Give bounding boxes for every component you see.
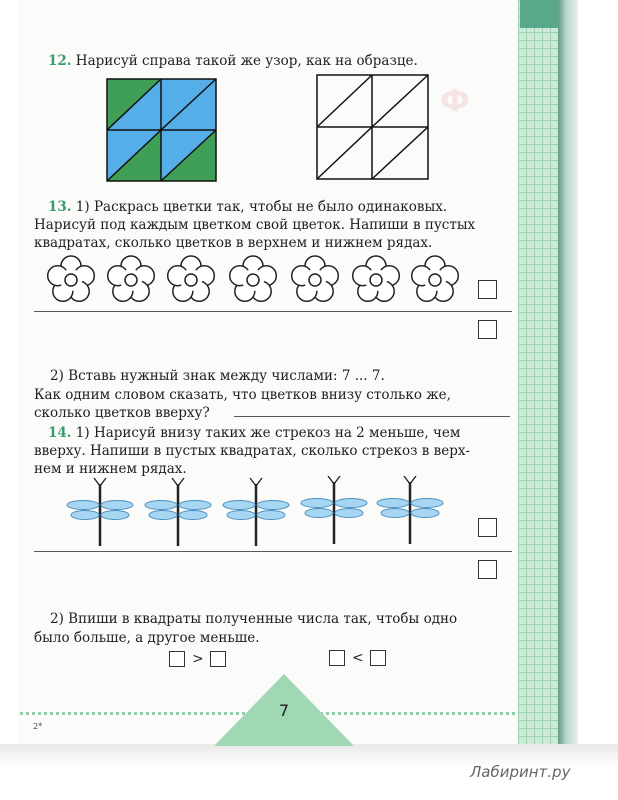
exercise-number: 13. xyxy=(48,199,72,215)
exercise-text: Нарисуй справа такой же узор, как на образце. xyxy=(75,53,418,69)
exercise-number: 12. xyxy=(48,53,72,69)
answer-box-bottom-dragonflies[interactable] xyxy=(478,560,497,579)
exercise-14-part2-line2: было больше, а другое меньше. xyxy=(34,630,260,646)
exercise-number: 14. xyxy=(48,425,72,441)
flower xyxy=(412,256,459,301)
empty-pattern-grid[interactable] xyxy=(316,74,430,182)
exercise-13-part2-line2: Как одним словом сказать, что цветков внизу столько же, xyxy=(34,387,451,403)
flower xyxy=(230,256,277,301)
drawing-line xyxy=(34,311,512,312)
exercise-12-heading xyxy=(48,52,418,70)
dragonfly xyxy=(301,476,367,544)
flower xyxy=(48,256,95,301)
sample-pattern xyxy=(106,78,218,182)
dragonfly-row xyxy=(60,476,460,548)
exercise-13-line2: Нарисуй под каждым цветком свой цветок. Напиши в пустых xyxy=(34,217,476,233)
flower xyxy=(108,256,155,301)
comparison-box-left-2[interactable] xyxy=(329,650,345,666)
greater-than-sign: > xyxy=(192,651,204,667)
dragonfly xyxy=(377,476,443,544)
page-number-badge xyxy=(214,674,354,746)
flower xyxy=(292,256,339,301)
drawing-line xyxy=(34,551,512,552)
exercise-14-line3: нем и нижнем рядах. xyxy=(34,461,187,477)
book-spine xyxy=(558,0,578,750)
exercise-13-line3: квадратах, сколько цветков в верхнем и нижнем рядах. xyxy=(34,235,433,251)
exercise-text: 1) Нарисуй внизу таких же стрекоз на 2 меньше, чем xyxy=(75,425,461,441)
watermark: Лабиринт.ру xyxy=(470,763,571,781)
flower-row xyxy=(38,250,468,310)
dragonfly xyxy=(67,478,133,546)
dragonfly xyxy=(223,478,289,546)
print-mark: 2* xyxy=(33,722,43,731)
answer-line[interactable] xyxy=(234,416,510,417)
answer-box-bottom-flowers[interactable] xyxy=(478,320,497,339)
exercise-14-line1 xyxy=(48,424,460,442)
flower xyxy=(353,256,400,301)
comparison-box-right-2[interactable] xyxy=(370,650,386,666)
answer-box-top-flowers[interactable] xyxy=(478,280,497,299)
dragonfly xyxy=(145,478,211,546)
exercise-14-line2: вверху. Напиши в пустых квадратах, сколько стрекоз в верх- xyxy=(34,443,471,459)
page-grid-margin xyxy=(518,0,560,745)
page-number: 7 xyxy=(278,701,290,720)
answer-box-top-dragonflies[interactable] xyxy=(478,518,497,537)
less-than-sign: < xyxy=(352,650,364,666)
exercise-14-part2-line1: 2) Впиши в квадраты полученные числа так, чтобы одно xyxy=(50,611,458,627)
flower xyxy=(168,256,215,301)
exercise-text: 1) Раскрась цветки так, чтобы не было одинаковых. xyxy=(75,199,448,215)
exercise-13-part2-line1: 2) Вставь нужный знак между числами: 7 ... 7. xyxy=(50,368,385,384)
show-through-text: Ф xyxy=(440,84,470,119)
comparison-box-right-1[interactable] xyxy=(210,651,226,667)
comparison-box-left-1[interactable] xyxy=(169,651,185,667)
exercise-13-line1 xyxy=(48,198,447,216)
exercise-13-part2-line3: сколько цветков вверху? xyxy=(34,405,210,421)
